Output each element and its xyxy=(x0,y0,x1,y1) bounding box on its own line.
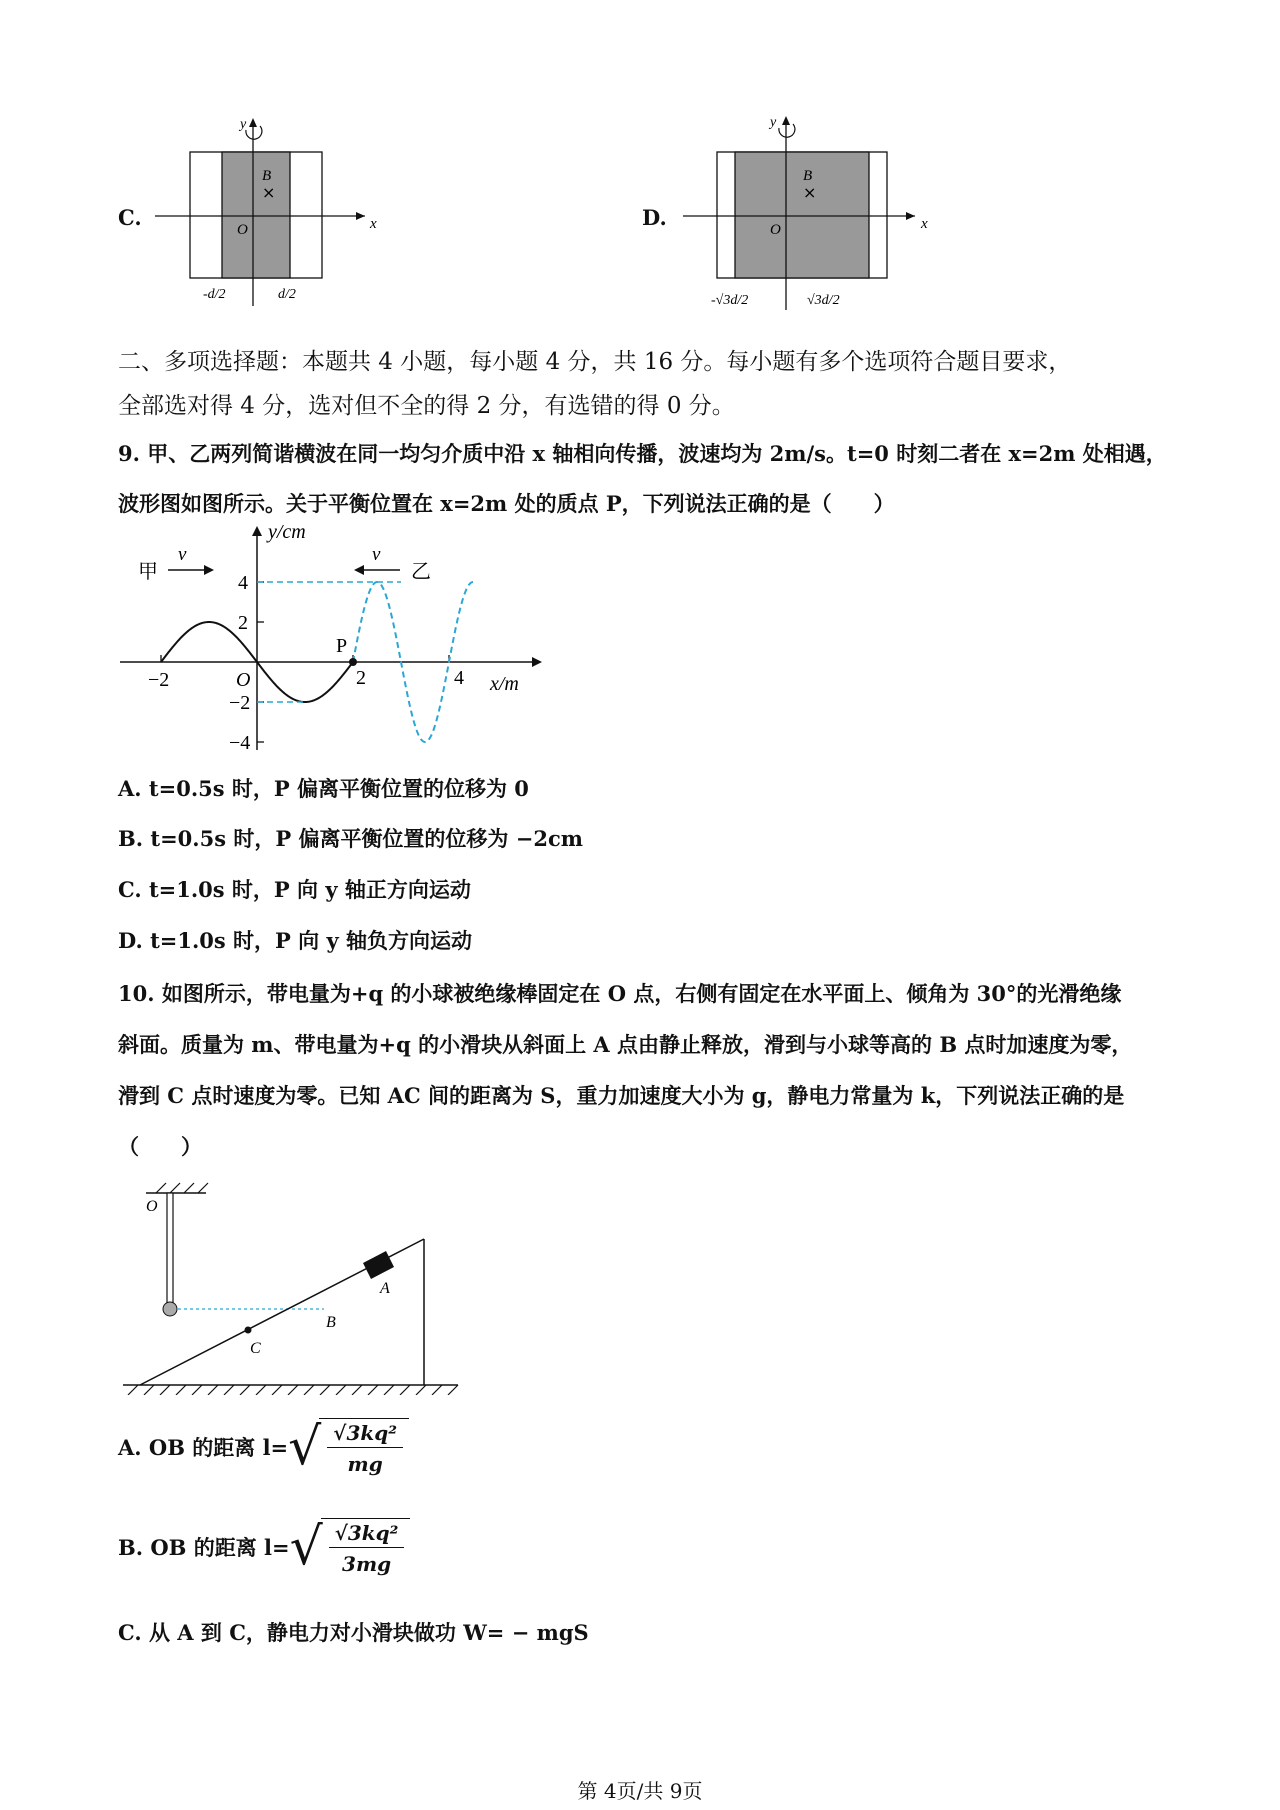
q9-xtick-4: 4 xyxy=(454,667,464,689)
q9-v-label-a: v xyxy=(178,544,187,565)
q9-wave-b-label: 乙 xyxy=(411,559,431,583)
q9-x-label: x/m xyxy=(490,673,519,695)
q9-origin: O xyxy=(236,669,251,691)
radical-sign: √ xyxy=(289,1517,323,1577)
q10-line3: 滑到 C 点时速度为零。已知 AC 间的距离为 S，重力加速度大小为 g，静电力常量为 k，下列说法正确的是 xyxy=(118,1083,1125,1108)
q10-label-b: B xyxy=(326,1314,336,1331)
page-footer: 第 4页/共 9页 xyxy=(577,1779,703,1803)
figure-d xyxy=(675,108,935,318)
q9-line1: 9. 甲、乙两列简谐横波在同一均匀介质中沿 x 轴相向传播，波速均为 2m/s。t=0 时刻二者在 x=2m 处相遇， xyxy=(118,441,1167,466)
q10-option-a-prefix: A. OB 的距离 l= xyxy=(118,1435,289,1460)
q9-wave-graph xyxy=(118,520,548,760)
fig-d-origin: O xyxy=(770,222,781,238)
option-d-label: D. xyxy=(642,205,667,230)
q10-option-a xyxy=(118,1418,409,1476)
q10-option-c: C. 从 A 到 C，静电力对小滑块做功 W= − mgS xyxy=(118,1620,589,1645)
q9-y-label: y/cm xyxy=(268,521,306,543)
q10-option-a-numerator: √3kq² xyxy=(327,1421,403,1448)
q9-ytick-2: 2 xyxy=(238,612,248,634)
q9-ytick-m4: −4 xyxy=(229,732,251,754)
q9-xtick-2: 2 xyxy=(356,667,366,689)
figure-c xyxy=(150,110,380,310)
svg-text:×: × xyxy=(262,183,276,202)
q9-point-p: P xyxy=(336,635,348,657)
q10-option-b-denominator: 3mg xyxy=(342,1552,392,1576)
q10-option-b-numerator: √3kq² xyxy=(329,1521,405,1548)
fig-c-point-b: B xyxy=(262,168,272,184)
fig-d-y-label: y xyxy=(770,115,777,130)
fig-c-y-label: y xyxy=(240,117,247,132)
q9-option-b: B. t=0.5s 时，P 偏离平衡位置的位移为 −2cm xyxy=(118,826,583,851)
fig-d-left-tick: -√3d/2 xyxy=(711,293,749,308)
fig-c-right-tick: d/2 xyxy=(278,287,296,302)
q10-line2: 斜面。质量为 m、带电量为+q 的小滑块从斜面上 A 点由静止释放，滑到与小球等高的 B 点时加速度为零， xyxy=(118,1032,1133,1057)
q9-xtick-m2: −2 xyxy=(148,669,170,691)
section2-line1: 二、多项选择题：本题共 4 小题，每小题 4 分，共 16 分。每小题有多个选项符合题目要求， xyxy=(118,349,1072,375)
section2-line2: 全部选对得 4 分，选对但不全的得 2 分，有选错的得 0 分。 xyxy=(118,393,735,419)
q10-option-a-denominator: mg xyxy=(347,1452,383,1476)
q9-line2: 波形图如图所示。关于平衡位置在 x=2m 处的质点 P，下列说法正确的是（ ） xyxy=(118,491,895,516)
q9-ytick-4: 4 xyxy=(238,572,248,594)
q9-wave-a-label: 甲 xyxy=(138,559,158,583)
q9-ytick-m2: −2 xyxy=(229,692,251,714)
q10-label-a: A xyxy=(380,1280,390,1297)
fig-d-x-label: x xyxy=(921,216,928,232)
option-c-label: C. xyxy=(118,205,142,230)
fig-c-left-tick: -d/2 xyxy=(203,287,226,302)
q10-label-c: C xyxy=(250,1340,261,1357)
q10-option-b xyxy=(118,1518,410,1576)
q9-option-a: A. t=0.5s 时，P 偏离平衡位置的位移为 0 xyxy=(118,776,529,801)
q10-line1: 10. 如图所示，带电量为+q 的小球被绝缘棒固定在 O 点，右侧有固定在水平面上、倾角为 30°的光滑绝缘 xyxy=(118,981,1122,1006)
q9-option-d: D. t=1.0s 时，P 向 y 轴负方向运动 xyxy=(118,928,472,953)
svg-text:×: × xyxy=(803,183,817,202)
fig-d-right-tick: √3d/2 xyxy=(807,293,840,308)
fig-c-origin: O xyxy=(237,222,248,238)
q10-incline-figure xyxy=(118,1175,468,1395)
q9-v-label-b: v xyxy=(372,544,381,565)
q10-option-b-prefix: B. OB 的距离 l= xyxy=(118,1535,290,1560)
q10-label-o: O xyxy=(146,1198,158,1215)
q10-line4: （ ） xyxy=(118,1134,202,1159)
q9-option-c: C. t=1.0s 时，P 向 y 轴正方向运动 xyxy=(118,877,471,902)
fig-d-point-b: B xyxy=(803,168,813,184)
radical-sign: √ xyxy=(288,1417,322,1477)
fig-c-x-label: x xyxy=(370,216,377,232)
